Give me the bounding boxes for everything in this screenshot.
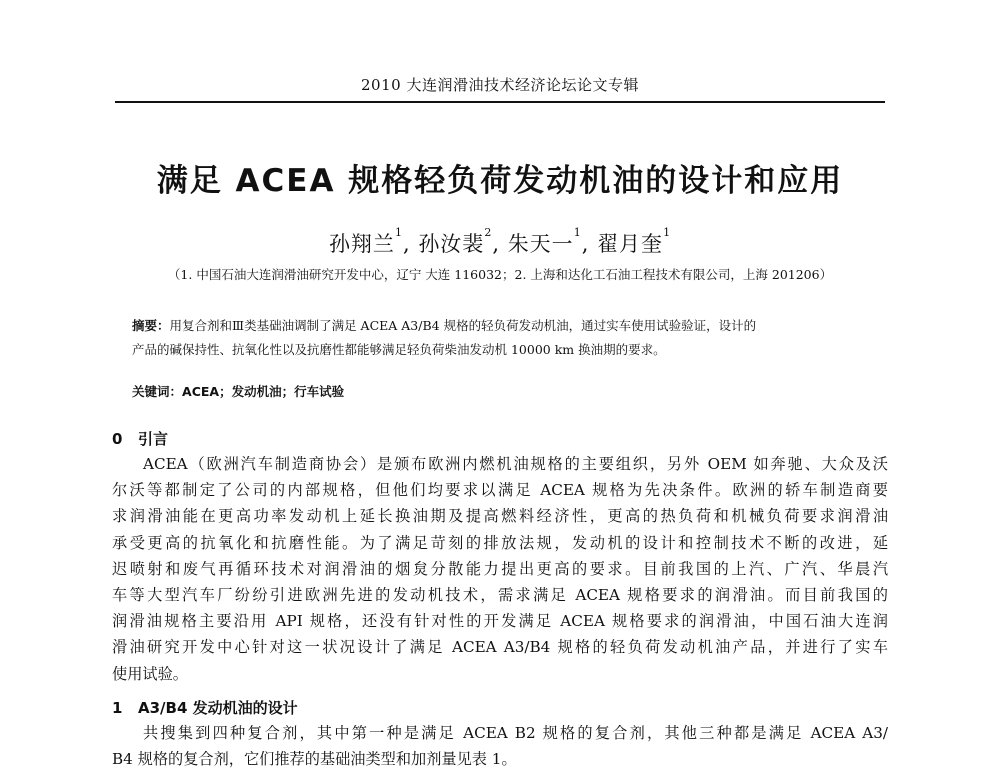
author-separator: ,: [402, 232, 411, 256]
author-affiliation-mark: 1: [394, 226, 403, 239]
paragraph-line: ACEA（欧洲汽车制造商协会）是颁布欧洲内燃机油规格的主要组织，另外 OEM 如奔驰、大众及沃: [143, 455, 888, 473]
section-number: 1: [112, 699, 123, 717]
affiliation: （1. 中国石油大连润滑油研究开发中心，辽宁 大连 116032；2. 上海和达化工石油工程技术有限公司，上海 201206）: [167, 267, 833, 282]
author-name: 翟月奎: [597, 232, 664, 256]
author-list: [100, 228, 900, 258]
author-affiliation-mark: 1: [573, 226, 582, 239]
author-separator: ,: [581, 232, 590, 256]
author-name: 孙翔兰: [328, 232, 395, 256]
paragraph-line: 承受更高的抗氧化和抗磨性能。为了满足苛刻的排放法规，发动机的设计和控制技术不断的改进，延: [112, 533, 888, 552]
paragraph-line: B4 规格的复合剂，它们推荐的基础油类型和加剂量见表 1。: [112, 750, 517, 769]
abstract-line: 产品的碱保持性、抗氧化性以及抗磨性都能够满足轻负荷柴油发动机 10000 km 换油期的要求。: [132, 342, 666, 357]
author-affiliation-mark: 1: [663, 226, 672, 239]
paragraph-line: 使用试验。: [112, 664, 188, 683]
paragraph-line: 尔沃等都制定了公司的内部规格，但他们均要求以满足 ACEA 规格为先决条件。欧洲的轿车制造商要: [112, 481, 888, 500]
section-heading-introduction: [112, 428, 168, 449]
section-title: A3/B4 发动机油的设计: [138, 699, 298, 717]
keywords: [132, 382, 872, 400]
abstract: [132, 314, 872, 362]
abstract-label: 摘要：: [132, 318, 170, 333]
author-name: 孙汝裴: [418, 232, 485, 256]
design-paragraph: [112, 720, 888, 772]
keywords-text: ACEA；发动机油；行车试验: [182, 384, 345, 399]
keywords-label: 关键词：: [132, 384, 183, 399]
paragraph-line: 求润滑油能在更高功率发动机上延长换油期及提高燃料经济性，更高的热负荷和机械负荷要求润滑油: [112, 507, 888, 526]
section-number: 0: [112, 430, 123, 448]
paper-title: 满足 ACEA 规格轻负荷发动机油的设计和应用: [156, 163, 844, 199]
section-heading-design: [112, 697, 298, 718]
paragraph-line: 润滑油规格主要沿用 API 规格，还没有针对性的开发满足 ACEA 规格要求的润滑油，中国石油大连润: [112, 612, 888, 631]
paragraph-line: 迟喷射和废气再循环技术对润滑油的烟炱分散能力提出更高的要求。目前我国的上汽、广汽、华晨汽: [112, 559, 888, 578]
section-title: 引言: [138, 430, 169, 448]
abstract-line: 用复合剂和Ⅲ类基础油调制了满足 ACEA A3/B4 规格的轻负荷发动机油，通过实车使用试验验证，设计的: [169, 318, 757, 333]
author-name: 朱天一: [507, 232, 574, 256]
author-affiliation-mark: 2: [484, 226, 493, 239]
author-separator: ,: [492, 232, 500, 256]
running-header: 2010 大连润滑油技术经济论坛论文专辑: [361, 76, 639, 94]
paragraph-line: 滑油研究开发中心针对这一状况设计了满足 ACEA A3/B4 规格的轻负荷发动机油产品，并进行了实车: [112, 638, 888, 657]
paragraph-line: 车等大型汽车厂纷纷引进欧洲先进的发动机技术，需求满足 ACEA 规格要求的润滑油。而目前我国的: [112, 586, 888, 605]
introduction-paragraph: [112, 451, 888, 687]
paragraph-line: 共搜集到四种复合剂，其中第一种是满足 ACEA B2 规格的复合剂，其他三种都是满足 ACEA A3/: [143, 724, 888, 742]
header-rule: [115, 101, 885, 103]
